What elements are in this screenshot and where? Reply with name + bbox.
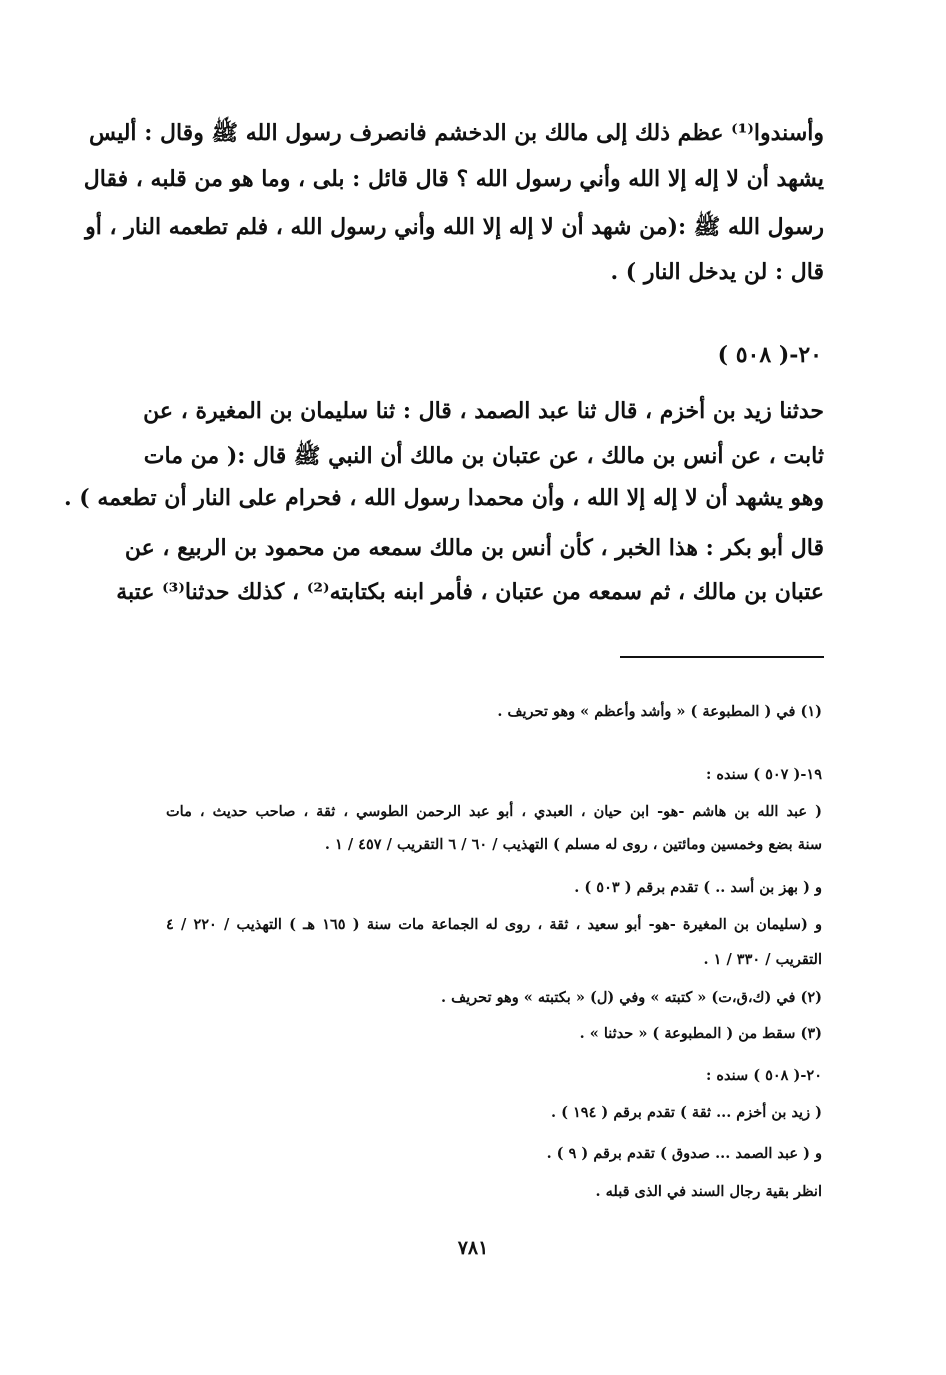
footnote-separator	[620, 656, 824, 658]
hadith-line-3: وهو يشهد أن لا إله إلا الله ، وأن محمدا رسول الله ، فحرام على النار أن تطعمه ) .	[63, 485, 824, 511]
isnad-20-line-3: انظر بقية رجال السند في الذى قبله .	[595, 1183, 822, 1200]
isnad-20-line-1: ( زيد بن أخزم ... ثقة ) تقدم برقم ( ١٩٤ ) .	[550, 1104, 822, 1121]
body-line-1: وأسندوا⁽¹⁾ عظم ذلك إلى مالك بن الدخشم فانصرف رسول الله ﷺ وقال : أليس	[89, 120, 824, 146]
hadith-line-2: ثابت ، عن أنس بن مالك ، عن عتبان بن مالك أن النبي ﷺ قال :( من مات	[143, 443, 824, 469]
isnad-20-heading: ٢٠-( ٥٠٨ ) سنده :	[706, 1067, 822, 1084]
body-line-4: قال : لن يدخل النار ) .	[610, 259, 824, 285]
isnad-19-line-3: و ( بهز بن أسد .. ) تقدم برقم ( ٥٠٣ ) .	[574, 879, 822, 896]
hadith-line-4: قال أبو بكر : هذا الخبر ، كأن أنس بن مالك سمعه من محمود بن الربيع ، عن	[124, 535, 824, 561]
hadith-line-1: حدثنا زيد بن أخزم ، قال ثنا عبد الصمد ، قال : ثنا سليمان بن المغيرة ، عن	[143, 398, 824, 424]
isnad-19-line-4: و (سليمان بن المغيرة -هو- أبو سعيد ، ثقة ، روى له الجماعة مات سنة ( ١٦٥ هـ ) التهذيب / ٢٢٠ / ٤	[166, 916, 822, 933]
isnad-19-line-5: التقريب / ٣٣٠ / ١ .	[703, 951, 822, 968]
body-line-2: يشهد أن لا إله إلا الله وأني رسول الله ؟ قال قائل : بلى ، وما هو من قلبه ، فقال	[83, 166, 824, 192]
page-number: ٧٨١	[457, 1237, 489, 1259]
body-line-3: رسول الله ﷺ :(من شهد أن لا إله إلا الله وأني رسول الله ، فلم تطعمه النار ، أو	[85, 214, 824, 240]
isnad-19-heading: ١٩-( ٥٠٧ ) سنده :	[706, 766, 822, 783]
isnad-20-line-2: و ( عبد الصمد ... صدوق ) تقدم برقم ( ٩ ) .	[546, 1145, 822, 1162]
isnad-19-line-1: ( عبد الله بن هاشم -هو- ابن حيان ، العبدي ، أبو عبد الرحمن الطوسي ، ثقة ، صاحب حديث ، مات	[166, 803, 822, 820]
hadith-number-heading: ٢٠-( ٥٠٨ )	[717, 342, 822, 368]
footnote-1: (١) في ( المطبوعة ) « وأشد وأعظم » وهو تحريف .	[497, 703, 822, 720]
footnote-2: (٢) في (ك،ق،ت) « كتبته » وفي (ل) « بكتبته » وهو تحريف .	[440, 989, 822, 1006]
isnad-19-line-2: سنة بضع وخمسين ومائتين ، روى له مسلم ) التهذيب / ٦٠ / ٦ التقريب / ٤٥٧ / ١ .	[324, 836, 822, 853]
hadith-line-5: عتبان بن مالك ، ثم سمعه من عتبان ، فأمر ابنه بكتابته⁽²⁾ ، كذلك حدثنا⁽³⁾ عتبة	[116, 579, 824, 605]
footnote-3: (٣) سقط من ( المطبوعة ) « حدثنا » .	[579, 1025, 822, 1042]
